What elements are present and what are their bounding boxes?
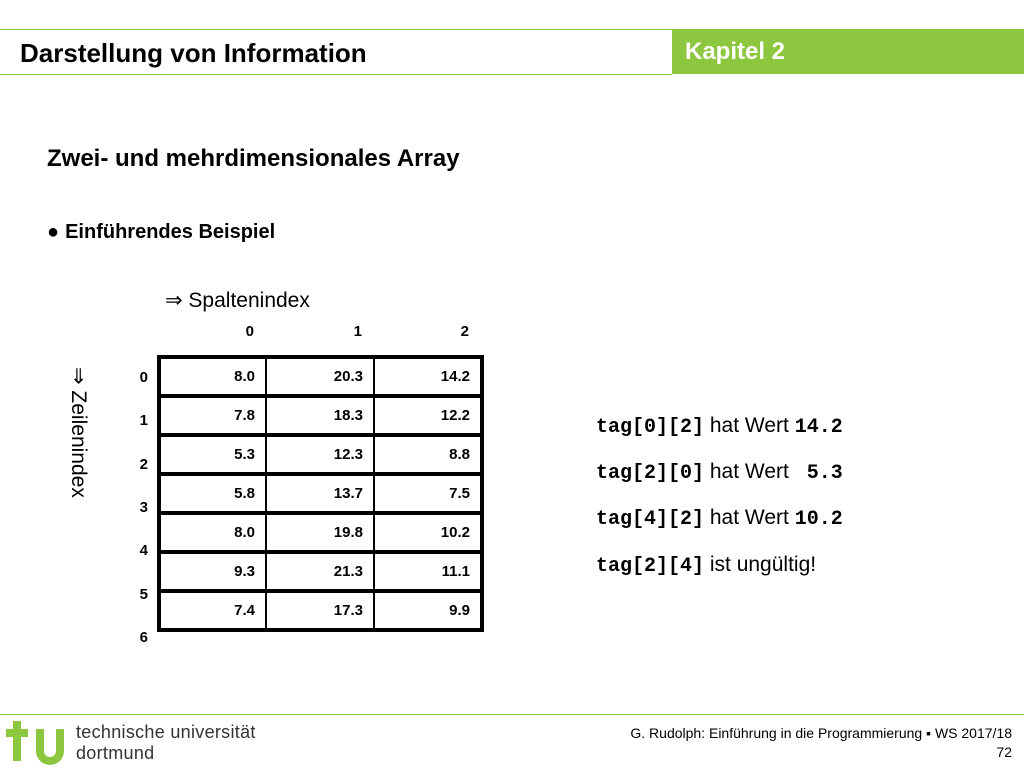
table-cell: 8.8	[374, 435, 482, 474]
example-code: tag[2][4]	[596, 555, 705, 578]
row-index-label: ⇒ Zeilenindex	[67, 367, 90, 498]
table-row	[159, 591, 482, 630]
table-cell: 7.8	[159, 396, 266, 435]
row-header: 1	[139, 412, 148, 429]
table-cell: 18.3	[266, 396, 374, 435]
table-cell: 8.0	[159, 357, 266, 396]
example-line	[596, 505, 843, 533]
column-header: 1	[353, 323, 362, 340]
table-cell: 9.9	[449, 602, 470, 619]
table-cell: 10.2	[374, 513, 482, 552]
example-text: hat Wert	[704, 460, 795, 483]
slide-subtitle: Zwei- und mehrdimensionales Array	[47, 145, 460, 172]
column-header: 2	[460, 323, 469, 340]
example-value: 14.2	[794, 416, 843, 439]
footer-credit: G. Rudolph: Einführung in die Programmierung ▪ WS 2017/18	[630, 725, 1012, 741]
column-header: 0	[245, 323, 254, 340]
university-name-line: technische universität	[76, 722, 256, 742]
tu-logo-icon	[6, 719, 70, 765]
table-cell: 12.2	[374, 396, 482, 435]
table-cell: 14.2	[374, 357, 482, 396]
table-cell: 21.3	[266, 552, 374, 591]
table-cell: 20.3	[266, 357, 374, 396]
example-code: tag[2][0]	[596, 462, 705, 485]
table-row	[159, 474, 482, 513]
column-index-label: ⇒ Spaltenindex	[165, 289, 310, 312]
table-cell: 19.8	[266, 513, 374, 552]
table-cell: 17.3	[266, 591, 374, 630]
example-line	[596, 459, 843, 487]
table-row	[159, 357, 482, 396]
header-divider-bottom	[0, 74, 672, 75]
table-cell: 13.7	[266, 474, 374, 513]
row-header: 5	[139, 586, 148, 603]
row-header: 6	[139, 629, 148, 646]
page-number: 72	[996, 744, 1012, 760]
table-row	[159, 552, 482, 591]
table-row	[159, 435, 482, 474]
table-cell: 5.8	[159, 474, 266, 513]
university-name	[76, 722, 256, 764]
example-value: 10.2	[794, 508, 843, 531]
footer-divider	[0, 714, 1024, 715]
example-text: hat Wert	[704, 414, 795, 437]
slide-section-title: Darstellung von Information	[20, 38, 367, 68]
table-cell: 9.3	[159, 552, 266, 591]
table-cell: 11.1	[374, 552, 482, 591]
table-cell: 7.4	[159, 591, 266, 630]
example-code: tag[4][2]	[596, 508, 705, 531]
example-text: hat Wert	[704, 506, 795, 529]
table-cell: 12.3	[266, 435, 374, 474]
row-header: 3	[139, 499, 148, 516]
table-cell: 5.3	[159, 435, 266, 474]
example-line	[596, 413, 843, 441]
row-header: 2	[139, 456, 148, 473]
example-value: 5.3	[794, 462, 843, 485]
row-header: 4	[139, 542, 148, 559]
array-table	[157, 355, 484, 632]
example-text: ist ungültig!	[704, 553, 817, 576]
table-row	[159, 513, 482, 552]
bullet-text: Einführendes Beispiel	[65, 221, 276, 243]
example-line	[596, 552, 816, 580]
university-name-line: dortmund	[76, 743, 155, 763]
table-cell: 8.0	[159, 513, 266, 552]
table-row	[159, 396, 482, 435]
row-header: 0	[139, 369, 148, 386]
table-cell: 7.5	[374, 474, 482, 513]
chapter-badge: Kapitel 2	[672, 29, 1024, 74]
bullet-item	[47, 219, 275, 245]
example-code: tag[0][2]	[596, 416, 705, 439]
bullet-marker: ●	[47, 221, 60, 243]
